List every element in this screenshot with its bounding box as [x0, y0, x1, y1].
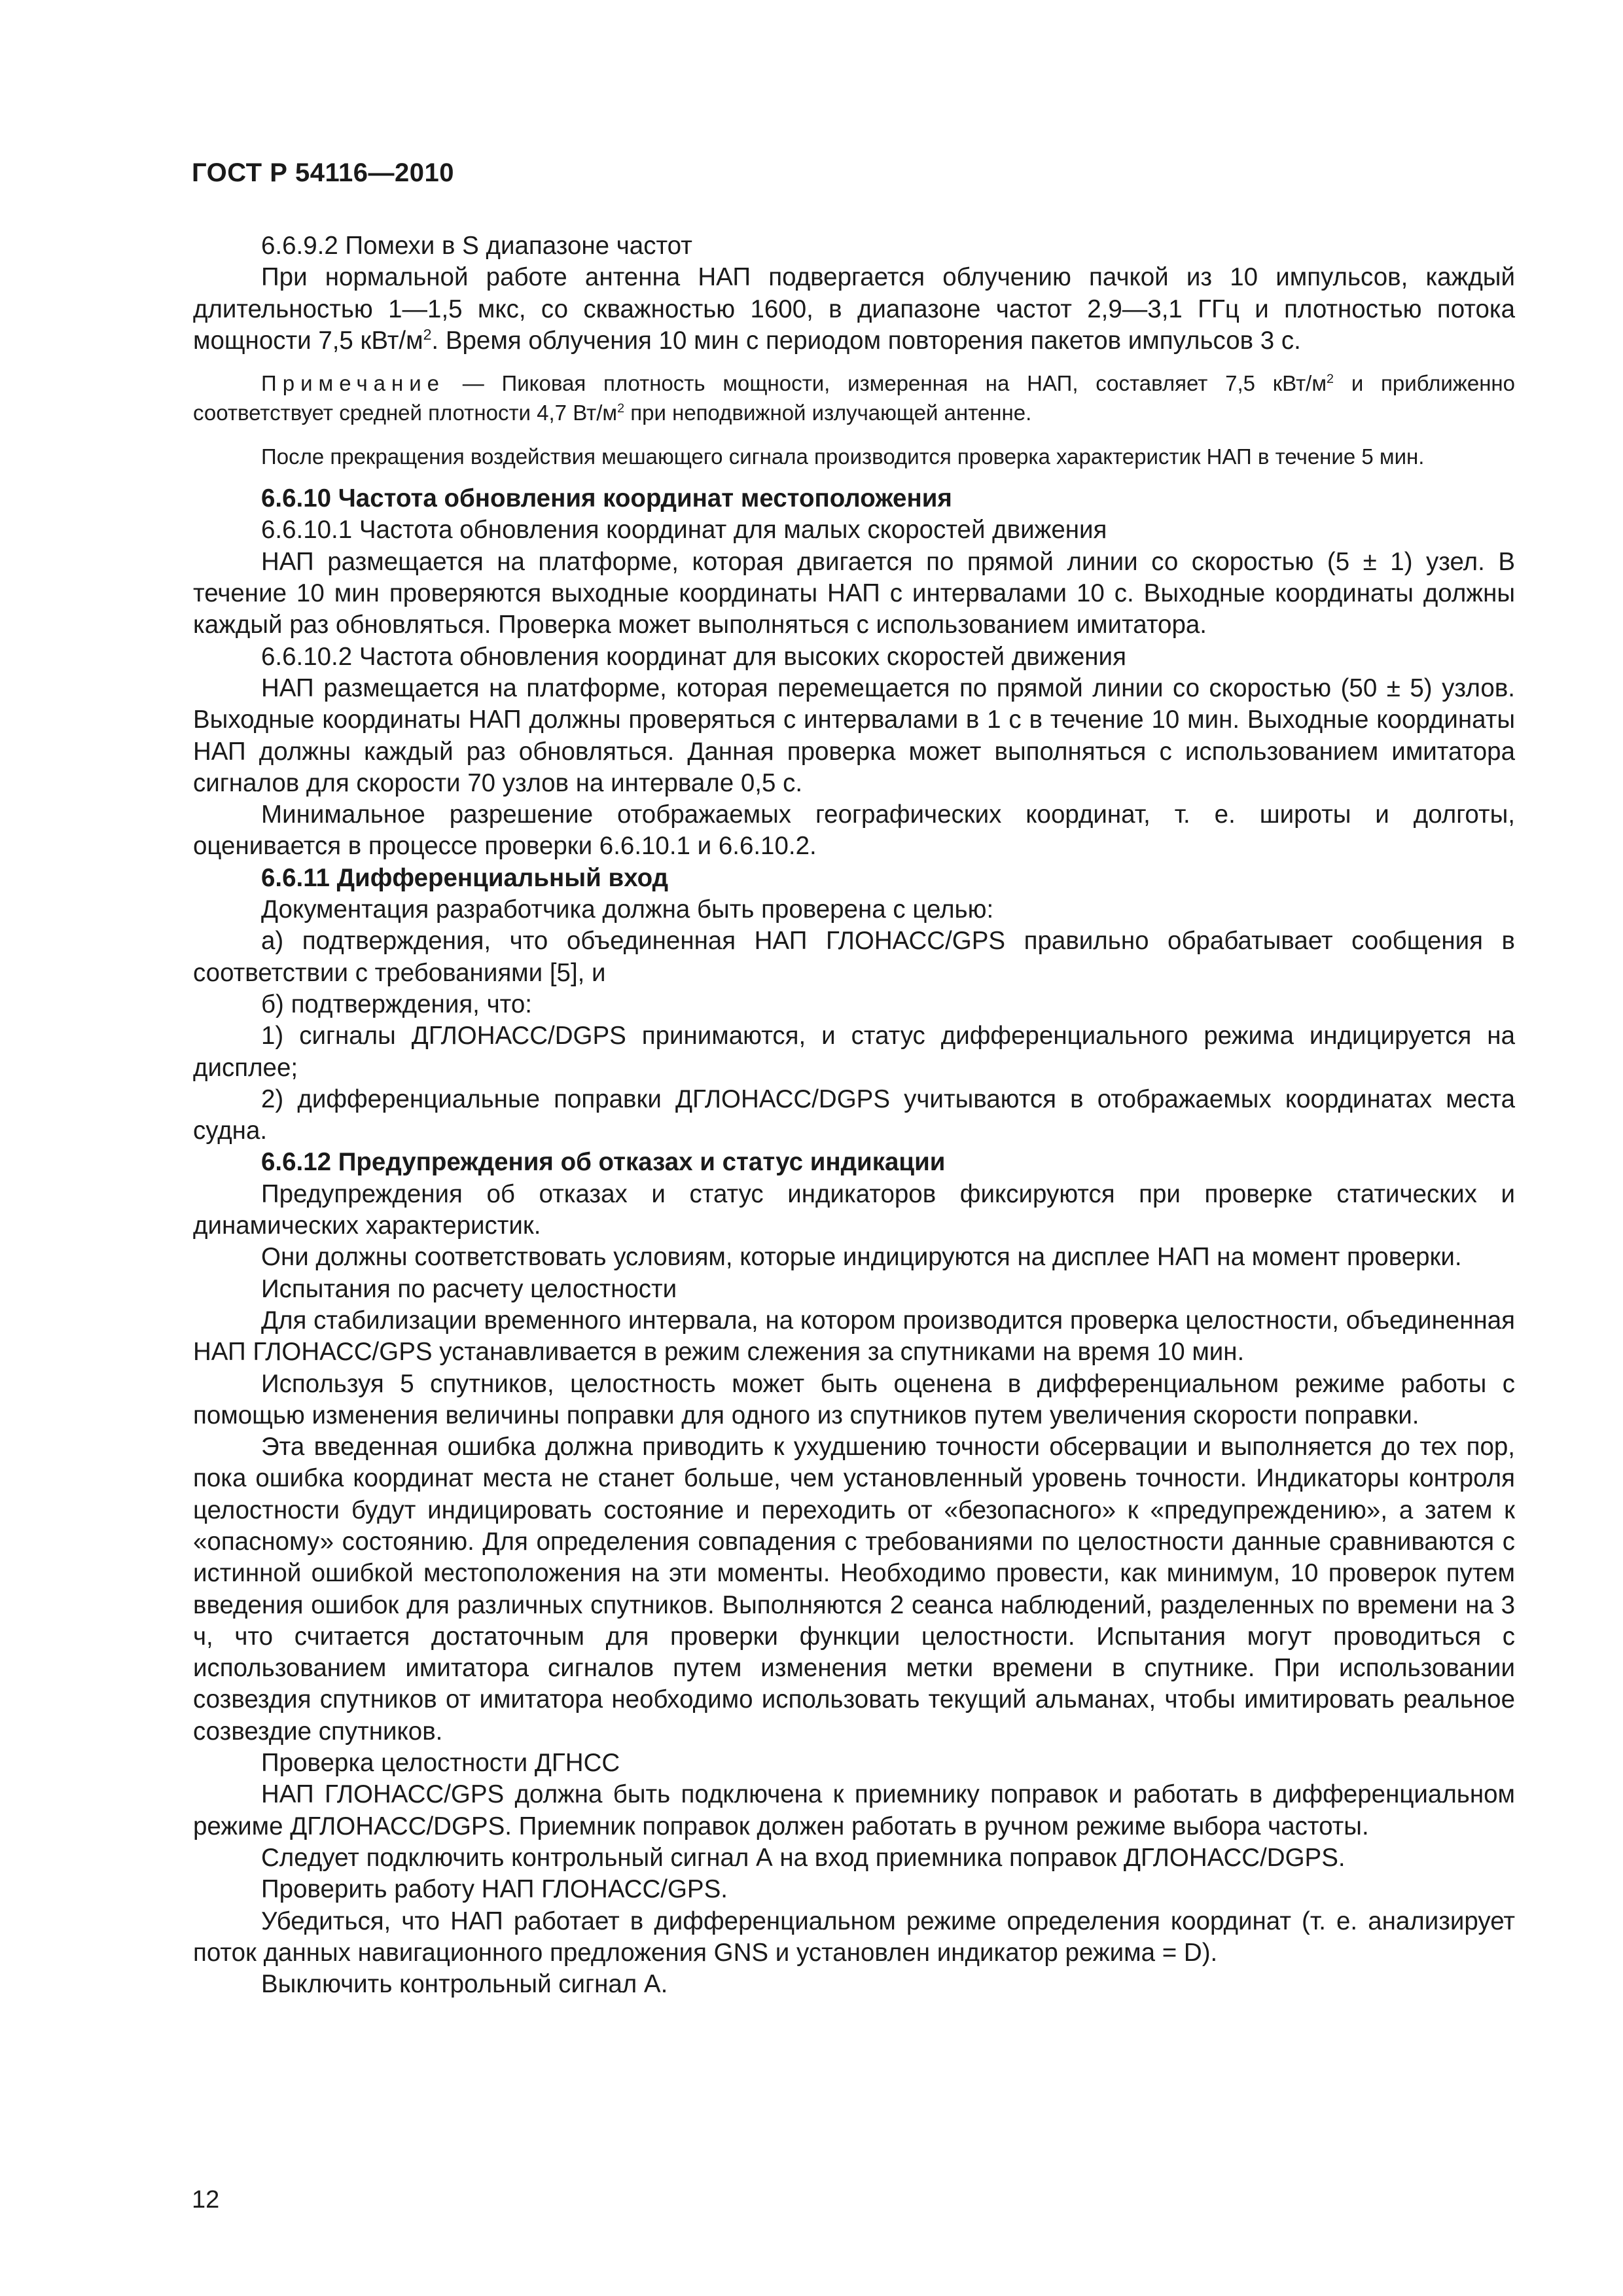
paragraph: Для стабилизации временного интервала, на котором производится проверка целостности, объединенная НАП ГЛОНАСС/GPS устанавливается в режим слежения за спутниками на время 10 мин.	[193, 1306, 1515, 1367]
document-body	[193, 230, 1515, 2000]
standard-designation: ГОСТ Р 54116—2010	[192, 158, 454, 187]
paragraph: Следует подключить контрольный сигнал А на вход приемника поправок ДГЛОНАСС/DGPS.	[261, 1843, 1346, 1872]
note-paragraph	[193, 368, 1515, 427]
paragraph: Проверить работу НАП ГЛОНАСС/GPS.	[261, 1875, 728, 1904]
superscript: 2	[617, 401, 625, 416]
text-part: При нормальной работе антенна НАП подвергается облучению пачкой из 10 импульсов, каждый длительностью 1—1,5 мкс, со скважностью 1600, в диапазоне частот 2,9—3,1 ГГц и плотностью потока мощности 7,5 кВт/м	[193, 263, 1515, 355]
superscript: 2	[423, 326, 432, 344]
paragraph: Испытания по расчету целостности	[261, 1274, 677, 1303]
paragraph: Выключить контрольный сигнал А.	[261, 1970, 668, 1999]
subsection-6-6-10-2-title: 6.6.10.2 Частота обновления координат для высоких скоростей движения	[261, 642, 1126, 671]
paragraph: Используя 5 спутников, целостность может быть оценена в дифференциальном режиме работы с помощью изменения величины поправки для одного из спутников путем увеличения скорости поправки.	[193, 1369, 1515, 1429]
min-resolution-paragraph: Минимальное разрешение отображаемых географических координат, т. е. широты и долготы, оценивается в процессе проверки 6.6.10.1 и 6.6.10.2.	[193, 800, 1515, 861]
note-label: Примечание	[261, 371, 446, 396]
paragraph: НАП ГЛОНАСС/GPS должна быть подключена к приемнику поправок и работать в дифференциальном режиме ДГЛОНАСС/DGPS. Приемник поправок должен работать в ручном режиме выбора частоты.	[193, 1780, 1515, 1840]
text-part: . Время облучения 10 мин с периодом повторения пакетов импульсов 3 с.	[431, 326, 1301, 355]
section-heading-6-6-10: 6.6.10 Частота обновления координат местоположения	[261, 484, 952, 513]
list-item: 2) дифференциальные поправки ДГЛОНАСС/DGPS учитываются в отображаемых координатах места судна.	[193, 1085, 1515, 1145]
list-item: 1) сигналы ДГЛОНАСС/DGPS принимаются, и статус дифференциального режима индицируется на дисплее;	[193, 1022, 1515, 1082]
paragraph: Документация разработчика должна быть проверена с целью:	[261, 895, 994, 924]
superscript: 2	[1327, 372, 1334, 387]
paragraph: Убедиться, что НАП работает в дифференциальном режиме определения координат (т. е. анализирует поток данных навигационного предложения GNS и установлен индикатор режима = D).	[193, 1907, 1515, 1967]
subsection-6-6-10-1-text: НАП размещается на платформе, которая двигается по прямой линии со скоростью (5 ± 1) узел. В течение 10 мин проверяются выходные координаты НАП с интервалами 10 с. Выходные координаты должны каждый раз обновляться. Проверка может выполняться с использованием имитатора.	[193, 547, 1515, 639]
subsection-6-6-10-1-title: 6.6.10.1 Частота обновления координат для малых скоростей движения	[261, 516, 1107, 545]
after-note-paragraph: После прекращения воздействия мешающего сигнала производится проверка характеристик НАП в течение 5 мин.	[261, 444, 1425, 469]
page-number: 12	[192, 2186, 220, 2214]
note-text: при неподвижной излучающей антенне.	[624, 401, 1032, 425]
note-text: — Пиковая плотность мощности, измеренная на НАП, составляет 7,5 кВт/м	[445, 371, 1327, 396]
section-heading-6-6-11: 6.6.11 Дифференциальный вход	[261, 863, 669, 892]
paragraph: Предупреждения об отказах и статус индикаторов фиксируются при проверке статических и динамических характеристик.	[193, 1179, 1515, 1240]
subsection-6-6-10-2-text: НАП размещается на платформе, которая перемещается по прямой линии со скоростью (50 ± 5) узлов. Выходные координаты НАП должны проверяться с интервалами в 1 с в течение 10 мин. Выходные координаты НАП должны каждый раз обновляться. Данная проверка может выполняться с использованием имитатора сигналов для скорости 70 узлов на интервале 0,5 с.	[193, 673, 1515, 797]
note-text: и приближенно соответствует средней плотности 4,7 Вт/м	[193, 371, 1515, 425]
paragraph: Проверка целостности ДГНСС	[261, 1749, 620, 1778]
paragraph: Эта введенная ошибка должна приводить к ухудшению точности обсервации и выполняется до тех пор, пока ошибка координат места не станет больше, чем установленный уровень точности. Индикаторы контроля целостности будут индицировать состояние и переходить от «безопасного» к «предупреждению», а затем к «опасному» состоянию. Для определения совпадения с требованиями по целостности данные сравниваются с истинной ошибкой местоположения на эти моменты. Необходимо провести, как минимум, 10 проверок путем введения ошибок для различных спутников. Выполняются 2 сеанса наблюдений, разделенных по времени на 3 ч, что считается достаточным для проверки функции целостности. Испытания могут проводиться с использованием имитатора сигналов путем изменения метки времени в спутнике. При использовании созвездия спутников от имитатора необходимо использовать текущий альманах, чтобы имитировать реальное созвездие спутников.	[193, 1433, 1515, 1746]
subsection-6-6-9-2-text	[193, 262, 1515, 357]
paragraph: Они должны соответствовать условиям, которые индицируются на дисплее НАП на момент проверки.	[261, 1243, 1462, 1272]
list-item: а) подтверждения, что объединенная НАП ГЛОНАСС/GPS правильно обрабатывает сообщения в соответствии с требованиями [5], и	[193, 927, 1515, 987]
section-heading-6-6-12: 6.6.12 Предупреждения об отказах и статус индикации	[261, 1148, 946, 1177]
subsection-6-6-9-2-title: 6.6.9.2 Помехи в S диапазоне частот	[261, 232, 692, 260]
list-item: б) подтверждения, что:	[261, 990, 532, 1018]
